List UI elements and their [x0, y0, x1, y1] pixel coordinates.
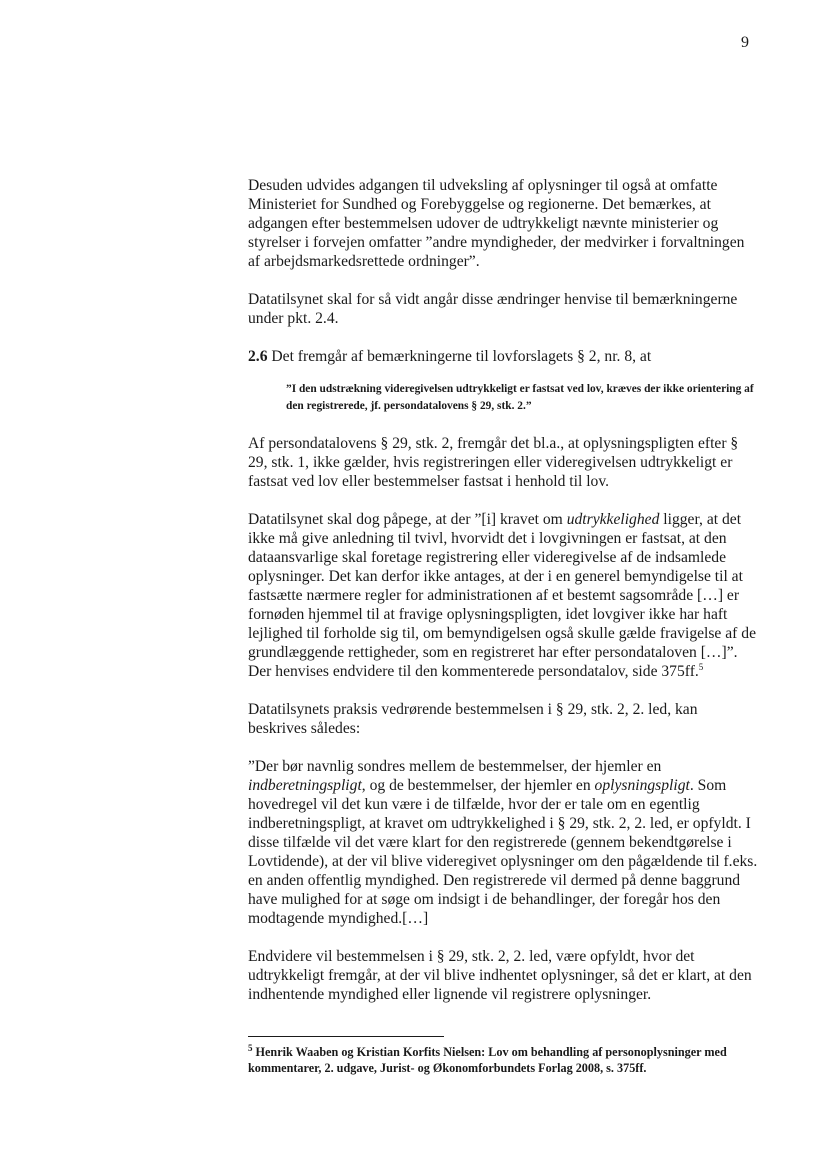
section-number: 2.6: [248, 348, 268, 365]
section-text: Det fremgår af bemærkningerne til lovforslagets § 2, nr. 8, at: [267, 348, 652, 365]
footnote-marker: 5: [248, 1042, 253, 1053]
block-quote: ”I den udstrækning videregivelsen udtrykkeligt er fastsat ved lov, kræves der ikke orientering af den registrerede, jf. persondatalovens § 29, stk. 2.”: [286, 383, 754, 412]
page-number: 9: [741, 34, 749, 51]
footnote: [248, 1044, 760, 1076]
paragraph: Datatilsynets praksis vedrørende bestemmelsen i § 29, stk. 2, 2. led, kan beskrives således:: [248, 701, 698, 737]
body-text: [248, 176, 760, 1023]
paragraph: [248, 510, 760, 681]
emphasis: indberetningspligt: [248, 777, 362, 794]
text-run: . Som hovedregel vil det kun være i de tilfælde, hvor der er tale om en egentlig indberetningspligt, at kravet om udtrykkelighed i § 29, stk. 2, 2. led, er opfyldt. I disse tilfælde vil det være klart for den registrerede (gennem bekendtgørelse i Lovtidende), at der vil blive videregivet oplysninger om den pågældende til f.eks. en anden offentlig myndighed. Den registrerede vil dermed på denne baggrund have mulighed for at søge om indsigt i de behandlinger, der foregår hos den modtagende myndighed.[…]: [248, 777, 758, 927]
paragraph: Af persondatalovens § 29, stk. 2, fremgår det bl.a., at oplysningspligten efter § 29, stk. 1, ikke gælder, hvis registreringen eller videregivelsen udtrykkeligt er fastsat ved lov eller bestemmelser fastsat i henhold til lov.: [248, 435, 739, 490]
emphasis: oplysningspligt: [594, 777, 690, 794]
paragraph: [248, 757, 760, 928]
section-paragraph: [248, 347, 760, 366]
text-run: ligger, at det ikke må give anledning til tvivl, hvorvidt det i lovgivningen er fastsat, at den dataansvarlige skal foretage registrering eller videregivelse af de indsamlede oplysninger. Det kan derfor ikke antages, at der i en generel bemyndigelse til at fastsætte nærmere regler for administrationen af et bestemt sagsområde […] er fornøden hjemmel til at fravige oplysningspligten, idet lovgiver ikke har haft lejlighed til forholde sig til, om bemyndigelsen også skulle gælde fravigelse af de grundlæggende rettigheder, som en registreret har efter persondataloven […]”. Der henvises endvidere til den kommenterede persondatalov, side 375ff.: [248, 511, 756, 680]
text-run: Datatilsynet skal dog påpege, at der ”[i] kravet om: [248, 511, 567, 528]
paragraph: Datatilsynet skal for så vidt angår disse ændringer henvise til bemærkningerne under pkt. 2.4.: [248, 291, 738, 327]
text-run: , og de bestemmelser, der hjemler en: [361, 777, 595, 794]
text-run: ”Der bør navnlig sondres mellem de bestemmelser, der hjemler en: [248, 758, 662, 775]
footnote-divider: [248, 1036, 444, 1037]
footnote-text: Henrik Waaben og Kristian Korfits Nielsen: Lov om behandling af personoplysninger med kommentarer, 2. udgave, Jurist- og Økonomforbundets Forlag 2008, s. 375ff.: [248, 1045, 727, 1075]
paragraph: Desuden udvides adgangen til udveksling af oplysninger til også at omfatte Ministeriet for Sundhed og Forebyggelse og regionerne. Det bemærkes, at adgangen efter bestemmelsen udover de udtrykkeligt nævnte ministerier og styrelser i forvejen omfatter ”andre myndigheder, der medvirker i forvaltningen af arbejdsmarkedsrettede ordninger”.: [248, 177, 745, 270]
paragraph: Endvidere vil bestemmelsen i § 29, stk. 2, 2. led, være opfyldt, hvor det udtrykkeligt fremgår, at der vil blive indhentet oplysninger, så det er klart, at den indhentende myndighed eller lignende vil registrere oplysninger.: [248, 948, 752, 1003]
emphasis: udtrykkelighed: [566, 511, 660, 528]
footnote-reference: 5: [698, 661, 704, 672]
